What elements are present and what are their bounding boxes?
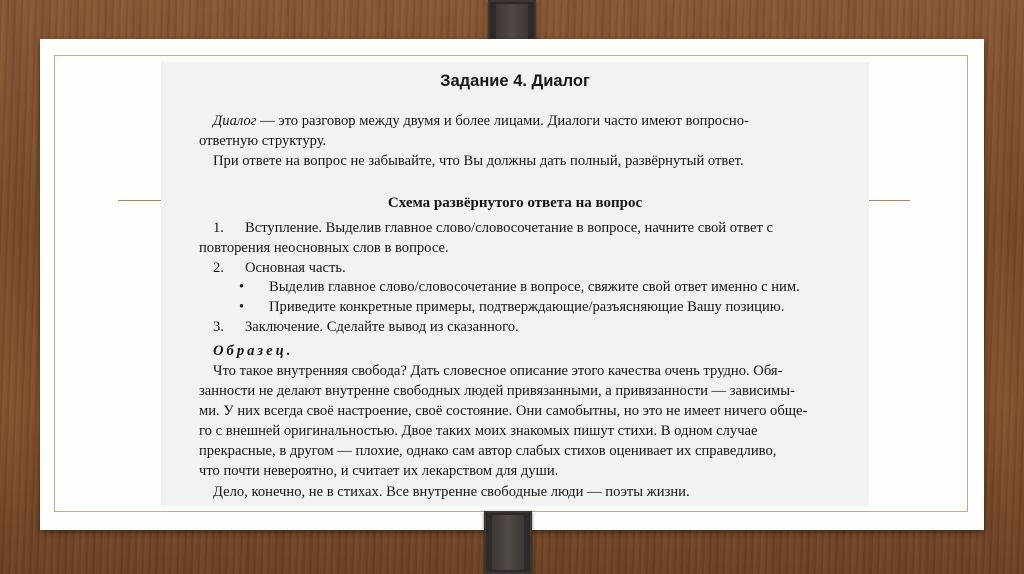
page-title: Задание 4. Диалог — [440, 72, 590, 90]
bullet-marker-2: • — [239, 299, 245, 315]
sample-line-5: прекрасные, в другом — плохие, однако сам автор слабых стихов оценивает их справедливо, — [199, 443, 777, 459]
bullet-marker-1: • — [239, 279, 245, 295]
sample-label — [213, 342, 857, 362]
scheme-item-1-line-1: Вступление. Выделив главное слово/словосочетание в вопросе, начните свой ответ с — [245, 220, 774, 236]
scheme-item-1-line-2: повторения неосновных слов в вопросе. — [199, 240, 449, 256]
scanned-page — [161, 62, 869, 506]
intro-line-2: ответную структуру. — [199, 133, 327, 149]
sample-line-1: Что такое внутренняя свобода? Дать словесное описание этого качества очень трудно. Обя- — [213, 363, 783, 379]
intro-line-1 — [213, 112, 857, 132]
intro-line-3: При ответе на вопрос не забывайте, что Вы должны дать полный, развёрнутый ответ. — [213, 153, 744, 169]
slide — [40, 39, 984, 530]
scheme-item-2-number: 2. — [213, 260, 224, 276]
intro-line-1-rest: — это разговор между двумя и более лицами. Диалоги часто имеют вопросно- — [256, 113, 749, 129]
divider-left — [118, 200, 162, 201]
sample-line-4: го с внешней оригинальностью. Двое таких моих знакомых пишут стихи. В одном случае — [199, 423, 758, 439]
binder-clip-bottom — [484, 511, 532, 574]
divider-right — [866, 200, 910, 201]
sample-line-2: занности не делают внутренне свободных людей привязанными, а привязанности — зависимы- — [199, 383, 795, 399]
scheme-heading: Схема развёрнутого ответа на вопрос — [387, 195, 643, 211]
sample-label-text: Образец. — [213, 343, 294, 359]
intro-term: Диалог — [213, 113, 257, 129]
scheme-item-1-number: 1. — [213, 220, 224, 236]
bullet-text-2: Приведите конкретные примеры, подтверждающие/разъясняющие Вашу позицию. — [269, 299, 785, 315]
scheme-item-3-number: 3. — [213, 319, 224, 335]
sample-line-3: ми. У них всегда своё настроение, своё состояние. Они самобытны, но это не имеет ничего обще- — [199, 403, 808, 419]
bullet-text-1: Выделив главное слово/словосочетание в вопросе, свяжите свой ответ именно с ним. — [269, 279, 800, 295]
scheme-item-3-text: Заключение. Сделайте вывод из сказанного. — [245, 319, 519, 335]
scheme-item-2-text: Основная часть. — [245, 260, 346, 276]
sample-last-line: Дело, конечно, не в стихах. Все внутренне свободные люди — поэты жизни. — [213, 484, 690, 500]
sample-line-6: что почти невероятно, и считает их лекарством для души. — [199, 463, 559, 479]
